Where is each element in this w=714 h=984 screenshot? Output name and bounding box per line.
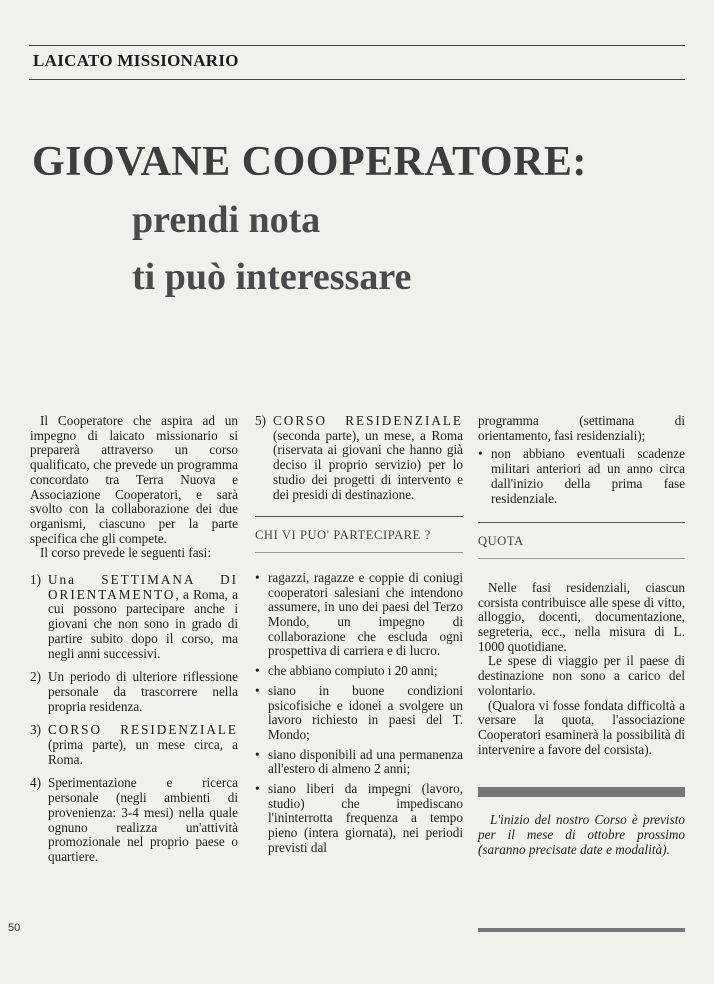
intro-paragraph: Il Cooperatore che aspira ad un impegno di laicato missionario si preparerà attraverso un corso qualificato, che prevede un programma concordato tra Terra Nuova e Associazione Cooperatori, e sarà svolto con la collaborazione dei due organismi, ciascuno per la parte specifica che gli compete. bbox=[30, 413, 238, 546]
requirement-item: • siano in buone condizioni psicofisiche e idonei a svolgere un lavoro richiesto in paesi del T. Mondo; bbox=[255, 682, 463, 742]
phase-lead: CORSO RESIDENZIALE bbox=[48, 722, 238, 738]
requirement-item: • non abbiano eventuali scadenze militari anteriori ad un anno circa dall'inizio della prima fase residenziale. bbox=[478, 446, 685, 506]
phase-number: 1) bbox=[30, 572, 41, 588]
bullet-icon: • bbox=[255, 663, 260, 679]
bullet-icon: • bbox=[478, 446, 483, 462]
phase-text: , a Roma, a cui possono partecipare anche i giovani che non sono in grado di partire subito dopo il corso, ma negli anni successivi. bbox=[48, 586, 238, 661]
phase-text: (prima parte), un mese circa, a Roma. bbox=[48, 737, 238, 767]
phase-item-4 bbox=[30, 776, 238, 864]
requirement-item: • che abbiano compiuto i 20 anni; bbox=[255, 663, 438, 679]
phase-number: 5) bbox=[255, 413, 266, 428]
quota-paragraph-2: Le spese di viaggio per il paese di destinazione non sono a carico del volontario. bbox=[478, 653, 685, 698]
requirement-item: • ragazzi, ragazze e coppie di coniugi cooperatori salesiani che intendono assumere, in uno dei paesi del Terzo Mondo, un impegno di collaborazione che escluda ogni prospettiva di carriera e di lucro. bbox=[255, 569, 463, 659]
phase-number: 2) bbox=[30, 669, 41, 685]
phase-number: 3) bbox=[30, 722, 41, 738]
course-start-note bbox=[478, 813, 685, 857]
quota-paragraph-1: Nelle fasi residenziali, ciascun corsista contribuisce alle spese di vitto, alloggio, docenti, documentazione, segreteria, ecc., nella misura di L. 1000 quotidiane. bbox=[478, 579, 685, 654]
divider-bar bbox=[478, 787, 685, 797]
bullet-icon: • bbox=[255, 682, 260, 698]
text-column-3 bbox=[478, 414, 685, 857]
requirement-item: • siano disponibili ad una permanenza all'estero di almeno 2 anni; bbox=[255, 746, 463, 777]
article-subtitle-line-1: prendi nota bbox=[132, 199, 321, 241]
phase-item-3 bbox=[30, 723, 238, 767]
section-header-bar bbox=[29, 45, 685, 80]
phase-number: 4) bbox=[30, 775, 41, 791]
article-subtitle-line-2: ti può interessare bbox=[132, 256, 412, 298]
quota-paragraph-3: (Qualora vi fosse fondata difficoltà a versare la quota, l'associazione Cooperatori esaminerà la possibilità di intervenire a favore del corsista). bbox=[478, 697, 685, 757]
phase-item-1 bbox=[30, 573, 238, 661]
subhead-quota: QUOTA bbox=[478, 522, 685, 559]
requirement-item: • siano liberi da impegni (lavoro, studio) che impediscano l'ininterrotta frequenza a tempo pieno (intera giornata), nei periodi previsti dal bbox=[255, 781, 463, 855]
phase-lead: CORSO RESIDENZIALE bbox=[273, 413, 463, 428]
text-column-1 bbox=[30, 414, 238, 874]
page-number: 50 bbox=[8, 922, 21, 934]
phase-lead: Una SETTIMANA DI ORIENTAMENTO bbox=[48, 572, 238, 602]
continued-text: programma (settimana di orientamento, fasi residenziali); bbox=[478, 413, 685, 443]
phase-item-2 bbox=[30, 670, 238, 714]
bullet-icon: • bbox=[255, 781, 260, 797]
section-title: LAICATO MISSIONARIO bbox=[33, 51, 239, 70]
bullet-icon: • bbox=[255, 746, 260, 762]
subhead-who-can-participate: CHI VI PUO' PARTECIPARE ? bbox=[255, 516, 463, 553]
phase-text: Un periodo di ulteriore riflessione personale da trascorrere nella propria residenza. bbox=[48, 669, 238, 714]
course-start-text: L'inizio del nostro Corso è previsto per il mese di ottobre prossimo (saranno precisate date e modalità). bbox=[478, 812, 685, 857]
bullet-icon: • bbox=[255, 569, 260, 585]
phases-intro: Il corso prevede le seguenti fasi: bbox=[40, 545, 212, 561]
article-title: GIOVANE COOPERATORE: bbox=[32, 139, 587, 185]
text-column-2 bbox=[255, 414, 463, 861]
phase-text: Sperimentazione e ricerca personale (negli ambienti di provenienza: 3-4 mesi) nella quale ognuno realizza un'attività promozionale nel proprio paese o quartiere. bbox=[48, 775, 238, 864]
phase-text: (seconda parte), un mese, a Roma (riservata ai giovani che hanno già deciso il proprio servizio) per lo studio dei progetti di intervento e dei presidi di destinazione. bbox=[273, 427, 463, 502]
bottom-divider bbox=[478, 928, 685, 932]
phase-item-5 bbox=[255, 414, 463, 502]
